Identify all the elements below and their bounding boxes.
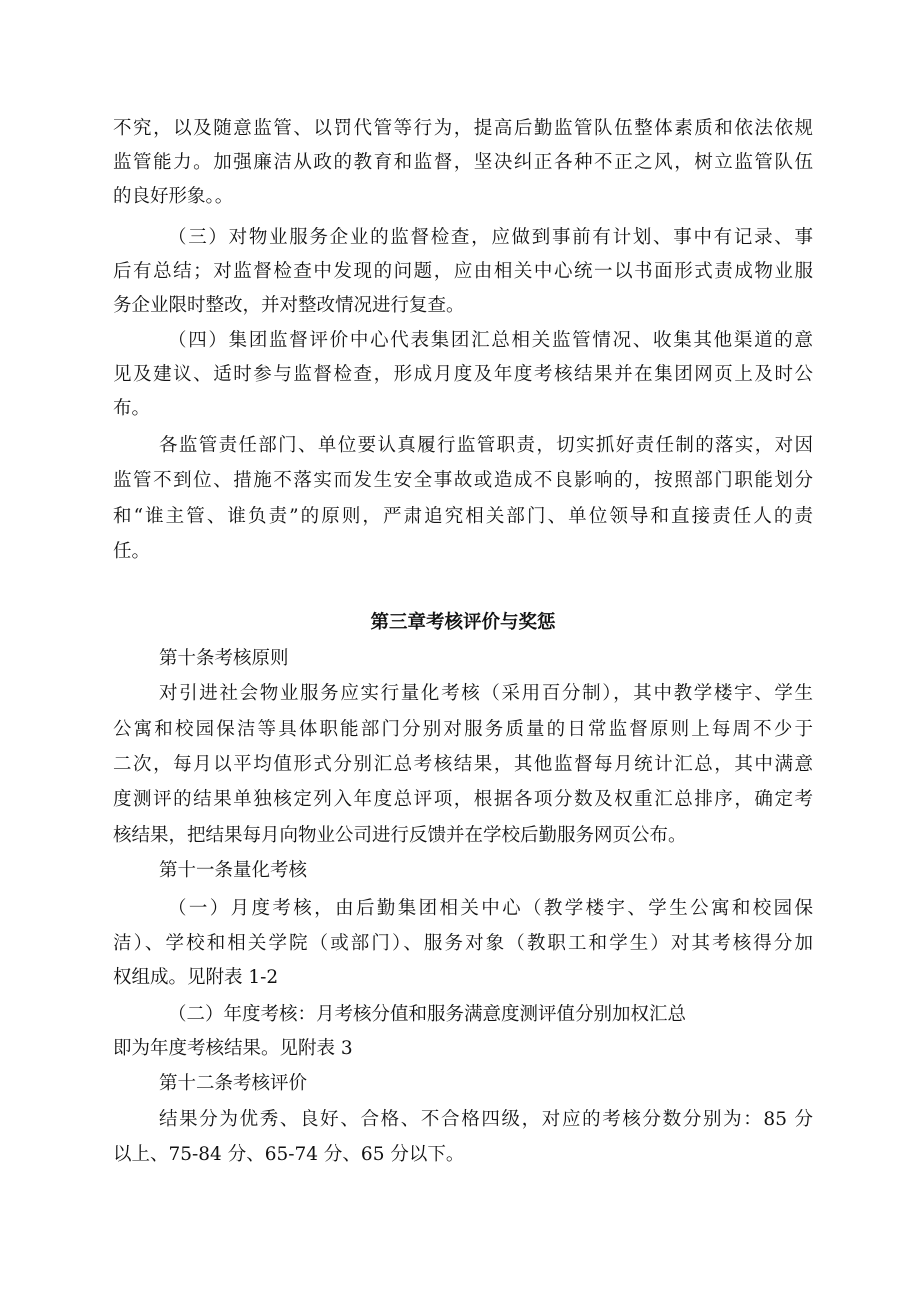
paragraph-line: 权组成。见附表 1-2 — [113, 967, 279, 988]
paragraph-line: （一）月度考核，由后勤集团相关中心（教学楼宇、学生公寓和校园保 — [168, 898, 813, 919]
paragraph-line: 后有总结；对监督检查中发现的问题，应由相关中心统一以书面形式责成物业服 — [113, 261, 813, 282]
paragraph-line: 监管不到位、措施不落实而发生安全事故或造成不良影响的，按照部门职能划分 — [113, 470, 813, 491]
paragraph-line: （三）对物业服务企业的监督检查，应做到事前有计划、事中有记录、事 — [168, 227, 813, 248]
paragraph-line: 的良好形象。。 — [113, 186, 234, 207]
article-heading: 第十一条量化考核 — [159, 860, 308, 881]
paragraph-line: 务企业限时整改，并对整改情况进行复查。 — [113, 295, 465, 316]
paragraph-line: 见及建议、适时参与监督检查，形成月度及年度考核结果并在集团网页上及时公 — [113, 364, 813, 385]
article-heading: 第十条考核原则 — [159, 648, 289, 669]
paragraph-line: 监管能力。加强廉洁从政的教育和监督，坚决纠正各种不正之风，树立监管队伍 — [113, 152, 813, 173]
paragraph-line: 对引进社会物业服务应实行量化考核（采用百分制），其中教学楼宇、学生 — [159, 683, 813, 704]
paragraph-line: 即为年度考核结果。见附表 3 — [113, 1038, 353, 1059]
paragraph-line: 度测评的结果单独核定列入年度总评项，根据各项分数及权重汇总排序，确定考 — [113, 789, 813, 810]
paragraph-line: 以上、75-84 分、65-74 分、65 分以下。 — [113, 1144, 465, 1165]
paragraph-line: 洁）、学校和相关学院（或部门）、服务对象（教职工和学生）对其考核得分加 — [113, 933, 813, 954]
paragraph-line: 核结果，把结果每月向物业公司进行反馈并在学校后勤服务网页公布。 — [113, 825, 687, 846]
paragraph-line: 结果分为优秀、良好、合格、不合格四级，对应的考核分数分别为：85 分 — [159, 1109, 813, 1130]
paragraph-line: 布。 — [113, 398, 151, 419]
paragraph-line: 公寓和校园保洁等具体职能部门分别对服务质量的日常监督原则上每周不少于 — [113, 719, 813, 740]
chapter-title: 第三章考核评价与奖惩 — [370, 612, 556, 633]
paragraph-line: 任。 — [113, 541, 151, 562]
paragraph-line: 不究，以及随意监管、以罚代管等行为，提高后勤监管队伍整体素质和依法依规 — [113, 118, 813, 139]
paragraph-line: 各监管责任部门、单位要认真履行监管职责，切实抓好责任制的落实，对因 — [159, 435, 813, 456]
article-heading: 第十二条考核评价 — [159, 1073, 308, 1094]
paragraph-line: （四）集团监督评价中心代表集团汇总相关监管情况、收集其他渠道的意 — [168, 330, 813, 351]
paragraph-line: 和“谁主管、谁负责”的原则，严肃追究相关部门、单位领导和直接责任人的责 — [113, 506, 813, 527]
paragraph-line: 二次，每月以平均值形式分别汇总考核结果，其他监督每月统计汇总，其中满意 — [113, 754, 813, 775]
paragraph-line: （二）年度考核：月考核分值和服务满意度测评值分别加权汇总 — [168, 1004, 687, 1025]
